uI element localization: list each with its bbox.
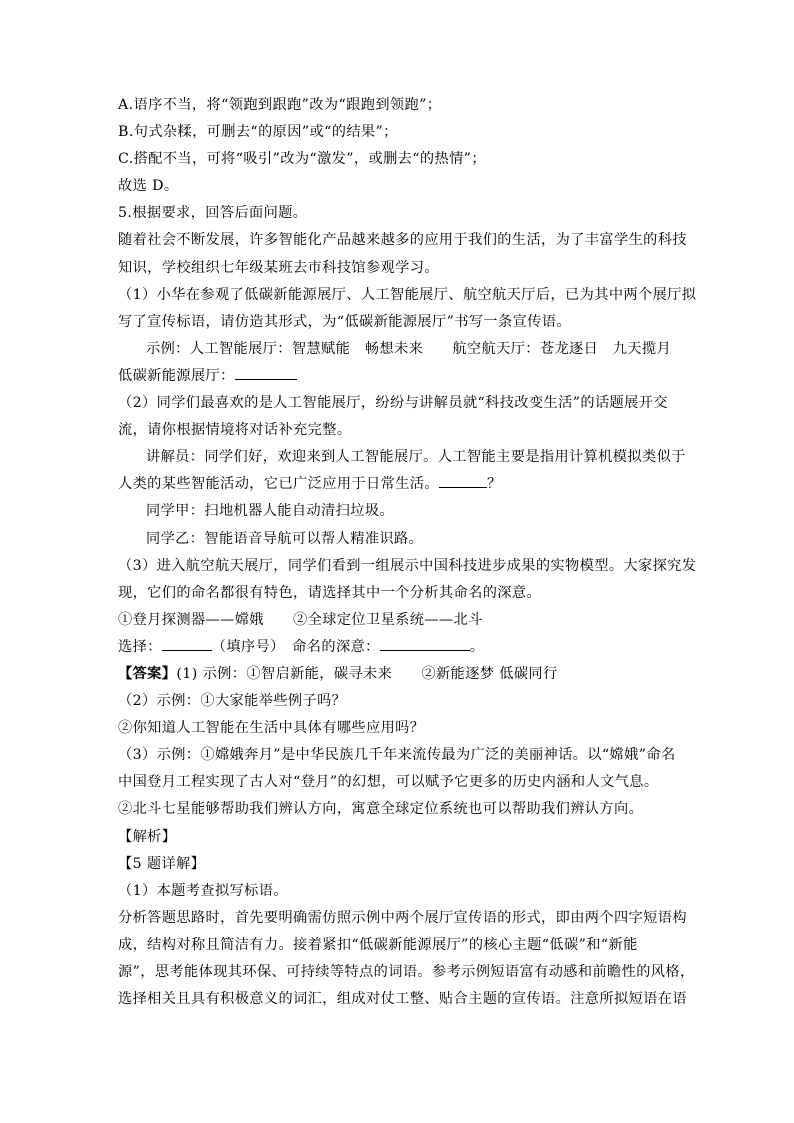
subquestion-2-line-1: （2）同学们最喜欢的是人工智能展厅，纷纷与讲解员就“科技改变生活”的话题展开交 xyxy=(118,395,668,412)
meaning-label: （填序号） 命名的深意： xyxy=(211,638,380,655)
analysis-paragraph-line-2: 成，结构对称且简洁有力。接着紧扣“低碳新能源展厅”的核心主题“低碳”和“新能 xyxy=(118,936,638,953)
analysis-heading: 【解析】 xyxy=(118,828,177,845)
slogan-blank-line xyxy=(118,363,678,390)
dialogue-answer-blank xyxy=(439,472,487,488)
answer-2-line-2: ②你知道人工智能在生活中具体有哪些应用吗？ xyxy=(118,720,425,737)
answer-1-text: (1) 示例：①智启新能，碳寻未来 ②新能逐梦 低碳同行 xyxy=(176,665,558,682)
option-a-explanation: A.语序不当，将“领跑到跟跑”改为“跟跑到领跑”； xyxy=(118,97,442,113)
slogan-answer-blank xyxy=(235,364,297,380)
answer-3-line-1: （3）示例：①嫦娥奔月”是中华民族几千年来流传最为广泛的美丽神话。以“嫦娥”命名 xyxy=(118,747,676,764)
answer-2-line-1: （2）示例：①大家能举些例子吗？ xyxy=(118,693,347,710)
meaning-answer-blank xyxy=(380,635,470,651)
answer-choice: 故选 D。 xyxy=(118,178,179,195)
subquestion-3-line-2: 现，它们的命名都很有特色，请选择其中一个分析其命名的深意。 xyxy=(118,584,542,601)
question-5-detail-heading: 【5 题详解】 xyxy=(118,855,206,872)
choice-blank-line xyxy=(118,634,678,661)
guide-dialogue-line-1: 讲解员：同学们好，欢迎来到人工智能展厅。人工智能主要是指用计算机模拟类似于 xyxy=(146,449,686,466)
choice-period: 。 xyxy=(469,638,485,655)
document-page xyxy=(118,92,697,1013)
question-5-title: 5.根据要求，回答后面问题。 xyxy=(118,205,308,222)
analysis-1-title: （1）本题考查拟写标语。 xyxy=(118,882,288,899)
subquestion-2-line-2: 流，请你根据情境将对话补充完整。 xyxy=(118,422,352,439)
guide-dialogue-line-2 xyxy=(118,471,678,498)
option-c-explanation: C.搭配不当，可将“吸引”改为“激发”，或删去“的热情”； xyxy=(118,151,486,168)
subquestion-3-line-1: （3）进入航空航天展厅，同学们看到一组展示中国科技进步成果的实物模型。大家探究发 xyxy=(118,557,697,574)
subquestion-1-line-2: 写了宣传标语，请仿造其形式，为“低碳新能源展厅”书写一条宣传语。 xyxy=(118,313,571,330)
analysis-paragraph-line-1: 分析答题思路时，首先要明确需仿照示例中两个展厅宣传语的形式，即由两个四字短语构 xyxy=(118,909,687,926)
student-a-dialogue: 同学甲：扫地机器人能自动清扫垃圾。 xyxy=(146,503,394,520)
option-b-explanation: B.句式杂糅，可删去“的原因”或“的结果”； xyxy=(118,124,398,141)
choice-number-blank xyxy=(162,635,212,651)
slogan-example: 示例：人工智能展厅：智慧赋能 畅想未来 航空航天厅：苍龙逐日 九天揽月 xyxy=(146,340,672,357)
analysis-paragraph-line-4: 选择相关且具有积极意义的词汇，组成对仗工整、贴合主题的宣传语。注意所拟短语在语 xyxy=(118,991,687,1008)
naming-options: ①登月探测器——嫦娥 ②全球定位卫星系统——北斗 xyxy=(118,611,483,628)
slogan-blank-label: 低碳新能源展厅： xyxy=(118,367,235,384)
guide-dialogue-text: 人类的某些智能活动，它已广泛应用于日常生活。 xyxy=(118,476,439,493)
student-b-dialogue: 同学乙：智能语音导航可以帮人精准识路。 xyxy=(146,530,424,547)
analysis-paragraph-line-3: 源”，思考能体现其环保、可持续等特点的词语。参考示例短语富有动感和前瞻性的风格， xyxy=(118,964,695,980)
answer-3-line-3: ②北斗七星能够帮助我们辨认方向，寓意全球定位系统也可以帮助我们辨认方向。 xyxy=(118,801,644,818)
question-5-intro-line-2: 知识，学校组织七年级某班去市科技馆参观学习。 xyxy=(118,259,439,276)
subquestion-1-line-1: （1）小华在参观了低碳新能源展厅、人工智能展厅、航空航天厅后，已为其中两个展厅拟 xyxy=(118,286,697,303)
dialogue-question-mark: ？ xyxy=(486,476,502,493)
question-5-intro-line-1: 随着社会不断发展，许多智能化产品越来越多的应用于我们的生活，为了丰富学生的科技 xyxy=(118,232,687,249)
answer-heading: 【答案】 xyxy=(118,665,177,682)
answer-3-line-2: 中国登月工程实现了古人对“登月”的幻想，可以赋予它更多的历史内涵和人文气息。 xyxy=(118,774,659,791)
choice-label: 选择： xyxy=(118,638,162,655)
answer-line-1 xyxy=(118,661,678,688)
